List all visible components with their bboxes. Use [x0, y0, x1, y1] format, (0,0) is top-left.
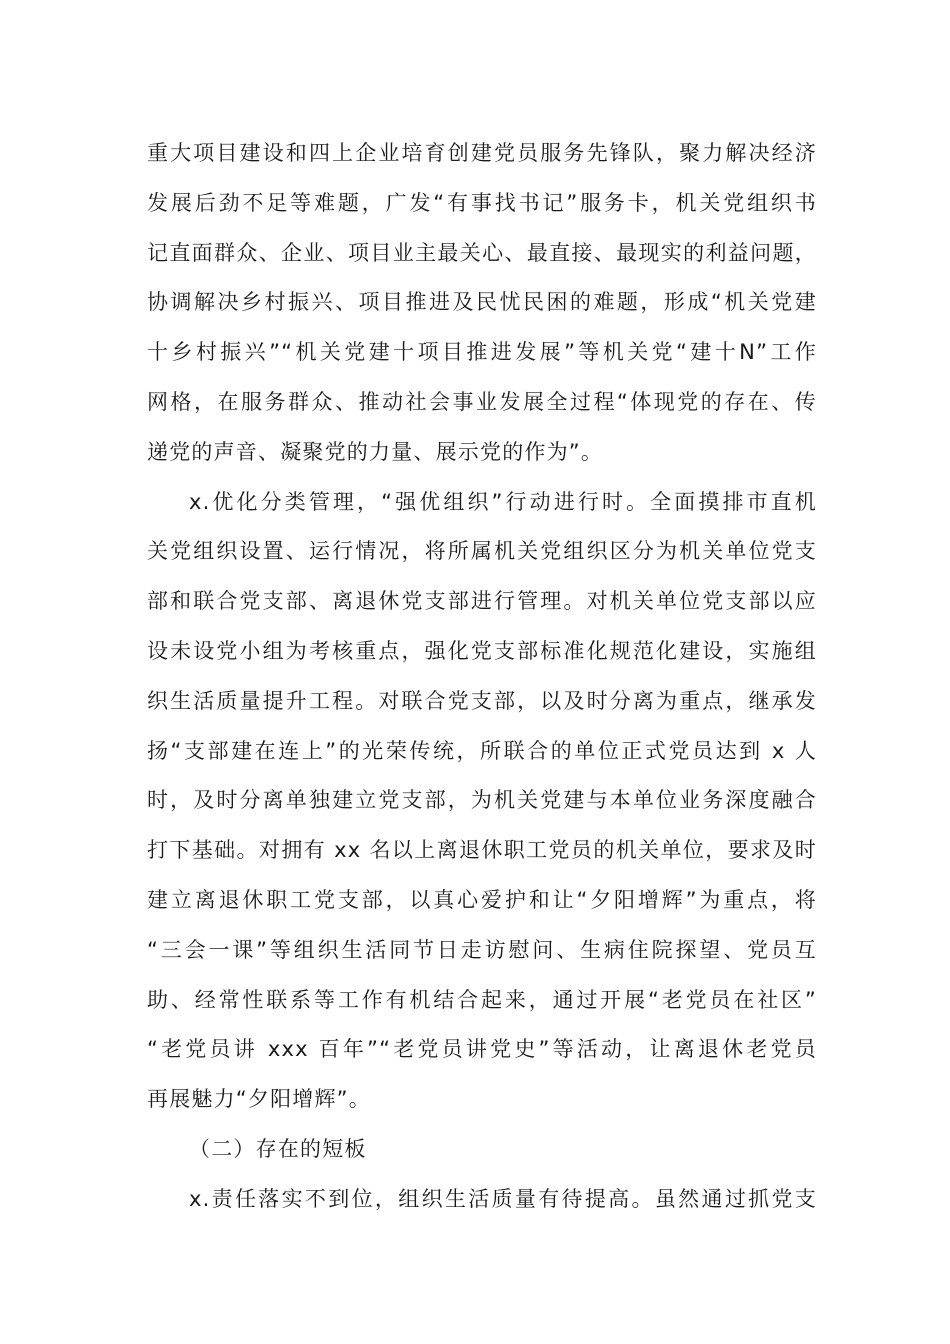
paragraph-first-line: x.责任落实不到位，组织生活质量有待提高。虽然通过抓党支: [189, 1186, 817, 1211]
text-line: 扬“支部建在连上”的光荣传统，所联合的单位正式党员达到 x 人: [147, 738, 817, 763]
text-line: 递党的声音、凝聚党的力量、展示党的作为”。: [147, 439, 604, 464]
text-line: 重大项目建设和四上企业培育创建党员服务先锋队，聚力解决经济: [147, 141, 817, 165]
text-line: 发展后劲不足等难题，广发“有事找书记”服务卡，机关党组织书: [147, 190, 817, 215]
text-line: “老党员讲 xxx 百年”“老党员讲党史”等活动，让离退休老党员: [147, 1037, 817, 1062]
paragraph-first-line: x.优化分类管理，“强优组织”行动进行时。全面摸排市直机: [189, 489, 817, 514]
text-line: 打下基础。对拥有 xx 名以上离退休职工党员的机关单位，要求及时: [147, 838, 817, 863]
text-line: 建立离退休职工党支部，以真心爱护和让“夕阳增辉”为重点，将: [147, 887, 817, 912]
text-line: 设未设党小组为考核重点，强化党支部标准化规范化建设，实施组: [147, 638, 817, 663]
text-line: 织生活质量提升工程。对联合党支部，以及时分离为重点，继承发: [147, 688, 817, 713]
text-line: 记直面群众、企业、项目业主最关心、最直接、最现实的利益问题，: [147, 240, 817, 265]
text-line: 十乡村振兴”“机关党建十项目推进发展”等机关党“建十N”工作: [147, 340, 817, 365]
text-line: 助、经常性联系等工作有机结合起来，通过开展“老党员在社区”: [147, 987, 817, 1012]
text-line: “三会一课”等组织生活同节日走访慰问、生病住院探望、党员互: [147, 937, 817, 962]
text-line: 再展魅力“夕阳增辉”。: [147, 1087, 371, 1112]
text-line: 网格，在服务群众、推动社会事业发展全过程“体现党的存在、传: [147, 389, 817, 414]
text-line: 关党组织设置、运行情况，将所属机关党组织区分为机关单位党支: [147, 539, 817, 564]
section-heading: （二）存在的短板: [189, 1136, 367, 1161]
body-text: [147, 129, 817, 1225]
text-line: 协调解决乡村振兴、项目推进及民忧民困的难题，形成“机关党建: [147, 290, 817, 315]
text-line: 时，及时分离单独建立党支部，为机关党建与本单位业务深度融合: [147, 788, 817, 813]
text-line: 部和联合党支部、离退休党支部进行管理。对机关单位党支部以应: [147, 589, 817, 614]
